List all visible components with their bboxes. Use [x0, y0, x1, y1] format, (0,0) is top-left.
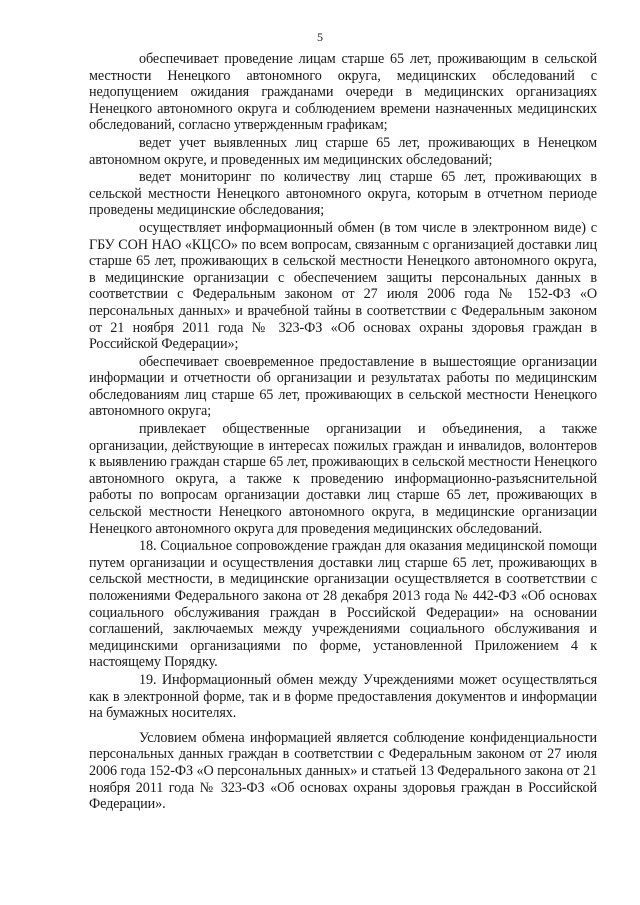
paragraph-medical-examinations: обеспечивает проведение лицам старше 65 лет, проживающим в сельской местности Ненецкого автономного округа, медицинских обследований с недопущением ожидания гражданами очереди в медицинских организациях Ненецкого автономного округа и соблюдением времени назначенных медицинских обследований, согласно утвержденным графикам; [89, 51, 597, 134]
document-body [89, 51, 597, 813]
paragraph-information-exchange: осуществляет информационный обмен (в том числе в электронном виде) с ГБУ СОН НАО «КЦСО» по всем вопросам, связанным с организацией доставки лиц старше 65 лет, проживающих в сельской местности Ненецкого автономного округа, в медицинские организации с обеспечением защиты персональных данных в соответствии с Федеральным законом от 27 июля 2006 года № 152-ФЗ «О персональных данных» и врачебной тайны в соответствии с Федеральным законом от 21 ноября 2011 года № 323-ФЗ «Об основах охраны здоровья граждан в Российской Федерации»; [89, 219, 597, 353]
paragraph-monitoring: ведет мониторинг по количеству лиц старше 65 лет, проживающих в сельской местности Ненецкого автономного округа, которым в отчетном периоде проведены медицинские обследования; [89, 169, 597, 219]
page-number: 5 [317, 30, 323, 44]
paragraph-item-19: 19. Информационный обмен между Учреждениями может осуществляться как в электронной форме, так и в форме предоставления документов и информации на бумажных носителях. [89, 671, 597, 722]
paragraph-item-18: 18. Социальное сопровождение граждан для оказания медицинской помощи путем организации и осуществления доставки лиц старше 65 лет, проживающих в сельской местности, в медицинские организации осуществляется в соответствии с положениями Федерального закона от 28 декабря 2013 года № 442-ФЗ «Об основах социального обслуживания граждан в Российской Федерации» на основании соглашений, заключаемых между учреждениями социального обслуживания и медицинскими организациями по форме, установленной Приложением 4 к настоящему Порядку. [89, 538, 597, 671]
paragraph-volunteers: привлекает общественные организации и объединения, а также организации, действующие в интересах пожилых граждан и инвалидов, волонтеров к выявлению граждан старше 65 лет, проживающих в сельской местности Ненецкого автономного округа, а также к проведению информационно-разъяснительной работы по вопросам организации доставки лиц старше 65 лет, проживающих в сельской местности Ненецкого автономного округа, в медицинские организации Ненецкого автономного округа для проведения медицинских обследований. [89, 421, 597, 537]
paragraph-confidentiality: Условием обмена информацией является соблюдение конфиденциальности персональных данных граждан в соответствии с Федеральным законом от 27 июля 2006 года 152-ФЗ «О персональных данных» и статьей 13 Федерального закона от 21 ноября 2011 года № 323-ФЗ «Об основах охраны здоровья граждан в Российской Федерации». [89, 729, 597, 813]
paragraph-reporting: обеспечивает своевременное предоставление в вышестоящие организации информации и отчетности об организации и результатах работы по медицинским обследованиям лиц старше 65 лет, проживающих в сельской местности Ненецкого автономного округа; [89, 353, 597, 420]
paragraph-records: ведет учет выявленных лиц старше 65 лет, проживающих в Ненецком автономном округе, и проведенных им медицинских обследований; [89, 134, 597, 168]
